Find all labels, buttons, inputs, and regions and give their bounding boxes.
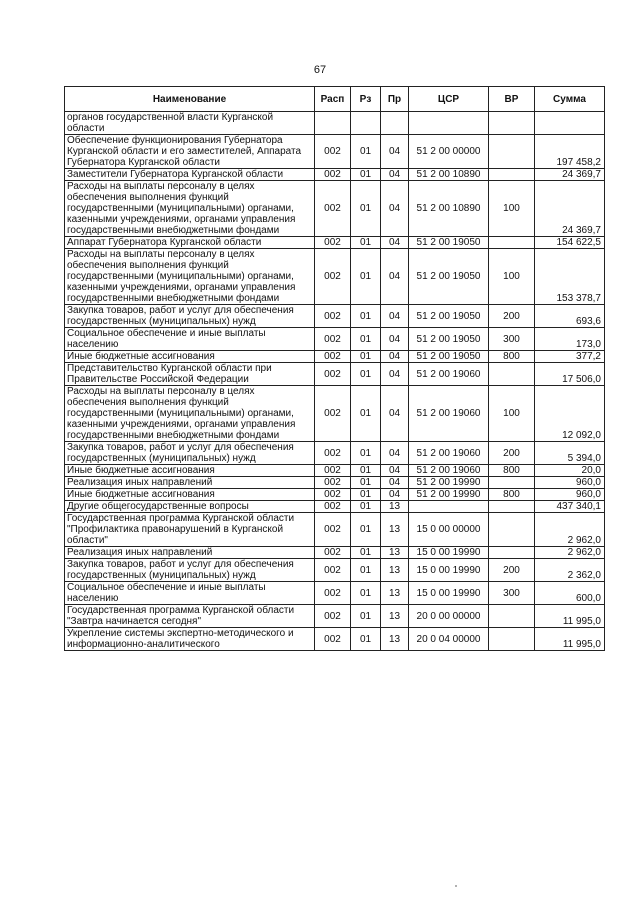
cell-rz [351, 112, 381, 135]
table-row [65, 547, 605, 559]
cell-sum: 2 962,0 [535, 547, 605, 559]
cell-vr: 300 [489, 328, 535, 351]
cell-vr [489, 135, 535, 169]
cell-sum: 693,6 [535, 305, 605, 328]
cell-pr: 13 [381, 513, 409, 547]
cell-pr: 04 [381, 465, 409, 477]
header-pr: Пр [381, 87, 409, 112]
cell-sum: 437 340,1 [535, 501, 605, 513]
cell-rasp: 002 [315, 249, 351, 305]
cell-rz: 01 [351, 605, 381, 628]
table-row [65, 489, 605, 501]
budget-table [64, 86, 605, 651]
table-row [65, 135, 605, 169]
cell-pr: 04 [381, 351, 409, 363]
cell-pr: 13 [381, 628, 409, 651]
cell-pr: 04 [381, 305, 409, 328]
cell-rz: 01 [351, 501, 381, 513]
page-number: 67 [313, 64, 327, 76]
cell-name: Аппарат Губернатора Курганской области [65, 237, 315, 249]
cell-csr: 51 2 00 10890 [409, 181, 489, 237]
cell-rasp: 002 [315, 237, 351, 249]
cell-csr: 51 2 00 19060 [409, 442, 489, 465]
cell-vr: 800 [489, 351, 535, 363]
cell-sum: 5 394,0 [535, 442, 605, 465]
cell-rasp [315, 112, 351, 135]
cell-pr: 04 [381, 363, 409, 386]
table-header-row [65, 87, 605, 112]
table-row [65, 605, 605, 628]
table-row [65, 465, 605, 477]
cell-name: Иные бюджетные ассигнования [65, 351, 315, 363]
cell-csr: 51 2 00 19050 [409, 249, 489, 305]
cell-csr: 51 2 00 19060 [409, 386, 489, 442]
table-row [65, 559, 605, 582]
cell-rz: 01 [351, 582, 381, 605]
cell-pr: 04 [381, 386, 409, 442]
cell-csr: 51 2 00 19990 [409, 477, 489, 489]
cell-pr: 13 [381, 547, 409, 559]
cell-rz: 01 [351, 181, 381, 237]
cell-csr: 20 0 00 00000 [409, 605, 489, 628]
table-row [65, 628, 605, 651]
cell-name: Государственная программа Курганской области "Завтра начинается сегодня" [65, 605, 315, 628]
cell-rz: 01 [351, 477, 381, 489]
cell-sum: 197 458,2 [535, 135, 605, 169]
cell-rz: 01 [351, 513, 381, 547]
cell-sum: 2 962,0 [535, 513, 605, 547]
cell-rasp: 002 [315, 169, 351, 181]
header-sum: Сумма [535, 87, 605, 112]
cell-sum: 2 362,0 [535, 559, 605, 582]
cell-rasp: 002 [315, 605, 351, 628]
cell-pr: 04 [381, 249, 409, 305]
cell-name: Социальное обеспечение и иные выплаты населению [65, 328, 315, 351]
cell-vr [489, 237, 535, 249]
cell-rasp: 002 [315, 328, 351, 351]
cell-name: Укрепление системы экспертно-методического и информационно-аналитического [65, 628, 315, 651]
cell-sum: 11 995,0 [535, 605, 605, 628]
cell-rasp: 002 [315, 351, 351, 363]
cell-pr: 13 [381, 559, 409, 582]
cell-sum: 12 092,0 [535, 386, 605, 442]
cell-vr [489, 169, 535, 181]
cell-rasp: 002 [315, 582, 351, 605]
cell-rz: 01 [351, 489, 381, 501]
cell-vr: 200 [489, 559, 535, 582]
cell-csr: 51 2 00 19060 [409, 465, 489, 477]
cell-rz: 01 [351, 305, 381, 328]
cell-csr: 15 0 00 19990 [409, 547, 489, 559]
cell-rz: 01 [351, 363, 381, 386]
cell-pr: 04 [381, 442, 409, 465]
cell-rasp: 002 [315, 465, 351, 477]
cell-rz: 01 [351, 465, 381, 477]
cell-name: Другие общегосударственные вопросы [65, 501, 315, 513]
table-row [65, 305, 605, 328]
cell-name: Иные бюджетные ассигнования [65, 465, 315, 477]
table-row [65, 477, 605, 489]
cell-sum: 960,0 [535, 489, 605, 501]
cell-pr: 04 [381, 181, 409, 237]
cell-rasp: 002 [315, 442, 351, 465]
cell-rasp: 002 [315, 181, 351, 237]
cell-sum: 173,0 [535, 328, 605, 351]
cell-sum: 11 995,0 [535, 628, 605, 651]
cell-pr: 04 [381, 477, 409, 489]
cell-rasp: 002 [315, 559, 351, 582]
cell-vr: 100 [489, 181, 535, 237]
cell-pr [381, 112, 409, 135]
cell-csr: 51 2 00 19990 [409, 489, 489, 501]
cell-name: Иные бюджетные ассигнования [65, 489, 315, 501]
cell-pr: 13 [381, 501, 409, 513]
table-body [65, 112, 605, 651]
table-row [65, 582, 605, 605]
cell-rasp: 002 [315, 501, 351, 513]
cell-rasp: 002 [315, 547, 351, 559]
cell-name: органов государственной власти Курганской области [65, 112, 315, 135]
cell-rz: 01 [351, 442, 381, 465]
cell-name: Государственная программа Курганской области "Профилактика правонарушений в Курганской области" [65, 513, 315, 547]
table-row [65, 351, 605, 363]
table-row [65, 169, 605, 181]
cell-sum: 24 369,7 [535, 181, 605, 237]
cell-sum: 153 378,7 [535, 249, 605, 305]
header-name: Наименование [65, 87, 315, 112]
table-row [65, 249, 605, 305]
cell-pr: 04 [381, 489, 409, 501]
cell-csr: 51 2 00 10890 [409, 169, 489, 181]
cell-sum: 960,0 [535, 477, 605, 489]
cell-csr: 15 0 00 19990 [409, 559, 489, 582]
cell-csr: 51 2 00 00000 [409, 135, 489, 169]
cell-sum: 17 506,0 [535, 363, 605, 386]
cell-pr: 04 [381, 169, 409, 181]
cell-csr: 51 2 00 19050 [409, 237, 489, 249]
cell-csr: 15 0 00 19990 [409, 582, 489, 605]
cell-name: Представительство Курганской области при Правительстве Российской Федерации [65, 363, 315, 386]
cell-pr: 13 [381, 582, 409, 605]
cell-name: Закупка товаров, работ и услуг для обеспечения государственных (муниципальных) нужд [65, 559, 315, 582]
cell-pr: 04 [381, 135, 409, 169]
header-rasp: Расп [315, 87, 351, 112]
cell-rz: 01 [351, 386, 381, 442]
cell-vr [489, 363, 535, 386]
table-row [65, 513, 605, 547]
cell-name: Реализация иных направлений [65, 477, 315, 489]
cell-rz: 01 [351, 237, 381, 249]
cell-vr: 300 [489, 582, 535, 605]
cell-rz: 01 [351, 559, 381, 582]
cell-name: Заместители Губернатора Курганской области [65, 169, 315, 181]
cell-vr [489, 605, 535, 628]
cell-sum: 20,0 [535, 465, 605, 477]
cell-sum: 154 622,5 [535, 237, 605, 249]
cell-vr [489, 628, 535, 651]
cell-vr: 200 [489, 305, 535, 328]
cell-rasp: 002 [315, 135, 351, 169]
cell-rz: 01 [351, 628, 381, 651]
header-rz: Рз [351, 87, 381, 112]
cell-vr [489, 547, 535, 559]
cell-rasp: 002 [315, 386, 351, 442]
cell-csr [409, 112, 489, 135]
cell-csr: 20 0 04 00000 [409, 628, 489, 651]
cell-rasp: 002 [315, 489, 351, 501]
cell-rasp: 002 [315, 305, 351, 328]
scan-speck [455, 885, 457, 887]
cell-pr: 04 [381, 237, 409, 249]
cell-name: Расходы на выплаты персоналу в целях обеспечения выполнения функций государственными (муниципальными) органами, казенными учреждениями, органами управления государственными внебюджетными фондами [65, 386, 315, 442]
header-csr: ЦСР [409, 87, 489, 112]
cell-csr: 51 2 00 19050 [409, 351, 489, 363]
cell-vr: 200 [489, 442, 535, 465]
header-vr: ВР [489, 87, 535, 112]
table-row [65, 501, 605, 513]
cell-name: Расходы на выплаты персоналу в целях обеспечения выполнения функций государственными (муниципальными) органами, казенными учреждениями, органами управления государственными внебюджетными фондами [65, 249, 315, 305]
table-row [65, 237, 605, 249]
cell-name: Обеспечение функционирования Губернатора Курганской области и его заместителей, Аппарата Губернатора Курганской области [65, 135, 315, 169]
cell-sum [535, 112, 605, 135]
cell-pr: 13 [381, 605, 409, 628]
cell-rasp: 002 [315, 363, 351, 386]
cell-rz: 01 [351, 351, 381, 363]
cell-sum: 600,0 [535, 582, 605, 605]
cell-csr [409, 501, 489, 513]
cell-vr: 100 [489, 386, 535, 442]
table-row [65, 112, 605, 135]
table-row [65, 363, 605, 386]
table-row [65, 386, 605, 442]
cell-csr: 15 0 00 00000 [409, 513, 489, 547]
cell-rz: 01 [351, 328, 381, 351]
cell-name: Закупка товаров, работ и услуг для обеспечения государственных (муниципальных) нужд [65, 305, 315, 328]
cell-name: Социальное обеспечение и иные выплаты населению [65, 582, 315, 605]
cell-rz: 01 [351, 135, 381, 169]
cell-csr: 51 2 00 19050 [409, 305, 489, 328]
table-row [65, 328, 605, 351]
cell-vr: 800 [489, 489, 535, 501]
cell-vr: 100 [489, 249, 535, 305]
cell-vr: 800 [489, 465, 535, 477]
cell-vr [489, 501, 535, 513]
cell-rz: 01 [351, 169, 381, 181]
cell-rz: 01 [351, 249, 381, 305]
cell-vr [489, 112, 535, 135]
cell-name: Расходы на выплаты персоналу в целях обеспечения выполнения функций государственными (муниципальными) органами, казенными учреждениями, органами управления государственными внебюджетными фондами [65, 181, 315, 237]
cell-rz: 01 [351, 547, 381, 559]
cell-rasp: 002 [315, 513, 351, 547]
cell-vr [489, 513, 535, 547]
cell-pr: 04 [381, 328, 409, 351]
cell-vr [489, 477, 535, 489]
cell-name: Реализация иных направлений [65, 547, 315, 559]
cell-rasp: 002 [315, 628, 351, 651]
cell-csr: 51 2 00 19050 [409, 328, 489, 351]
cell-csr: 51 2 00 19060 [409, 363, 489, 386]
table-row [65, 181, 605, 237]
cell-sum: 24 369,7 [535, 169, 605, 181]
cell-name: Закупка товаров, работ и услуг для обеспечения государственных (муниципальных) нужд [65, 442, 315, 465]
table-row [65, 442, 605, 465]
cell-rasp: 002 [315, 477, 351, 489]
cell-sum: 377,2 [535, 351, 605, 363]
